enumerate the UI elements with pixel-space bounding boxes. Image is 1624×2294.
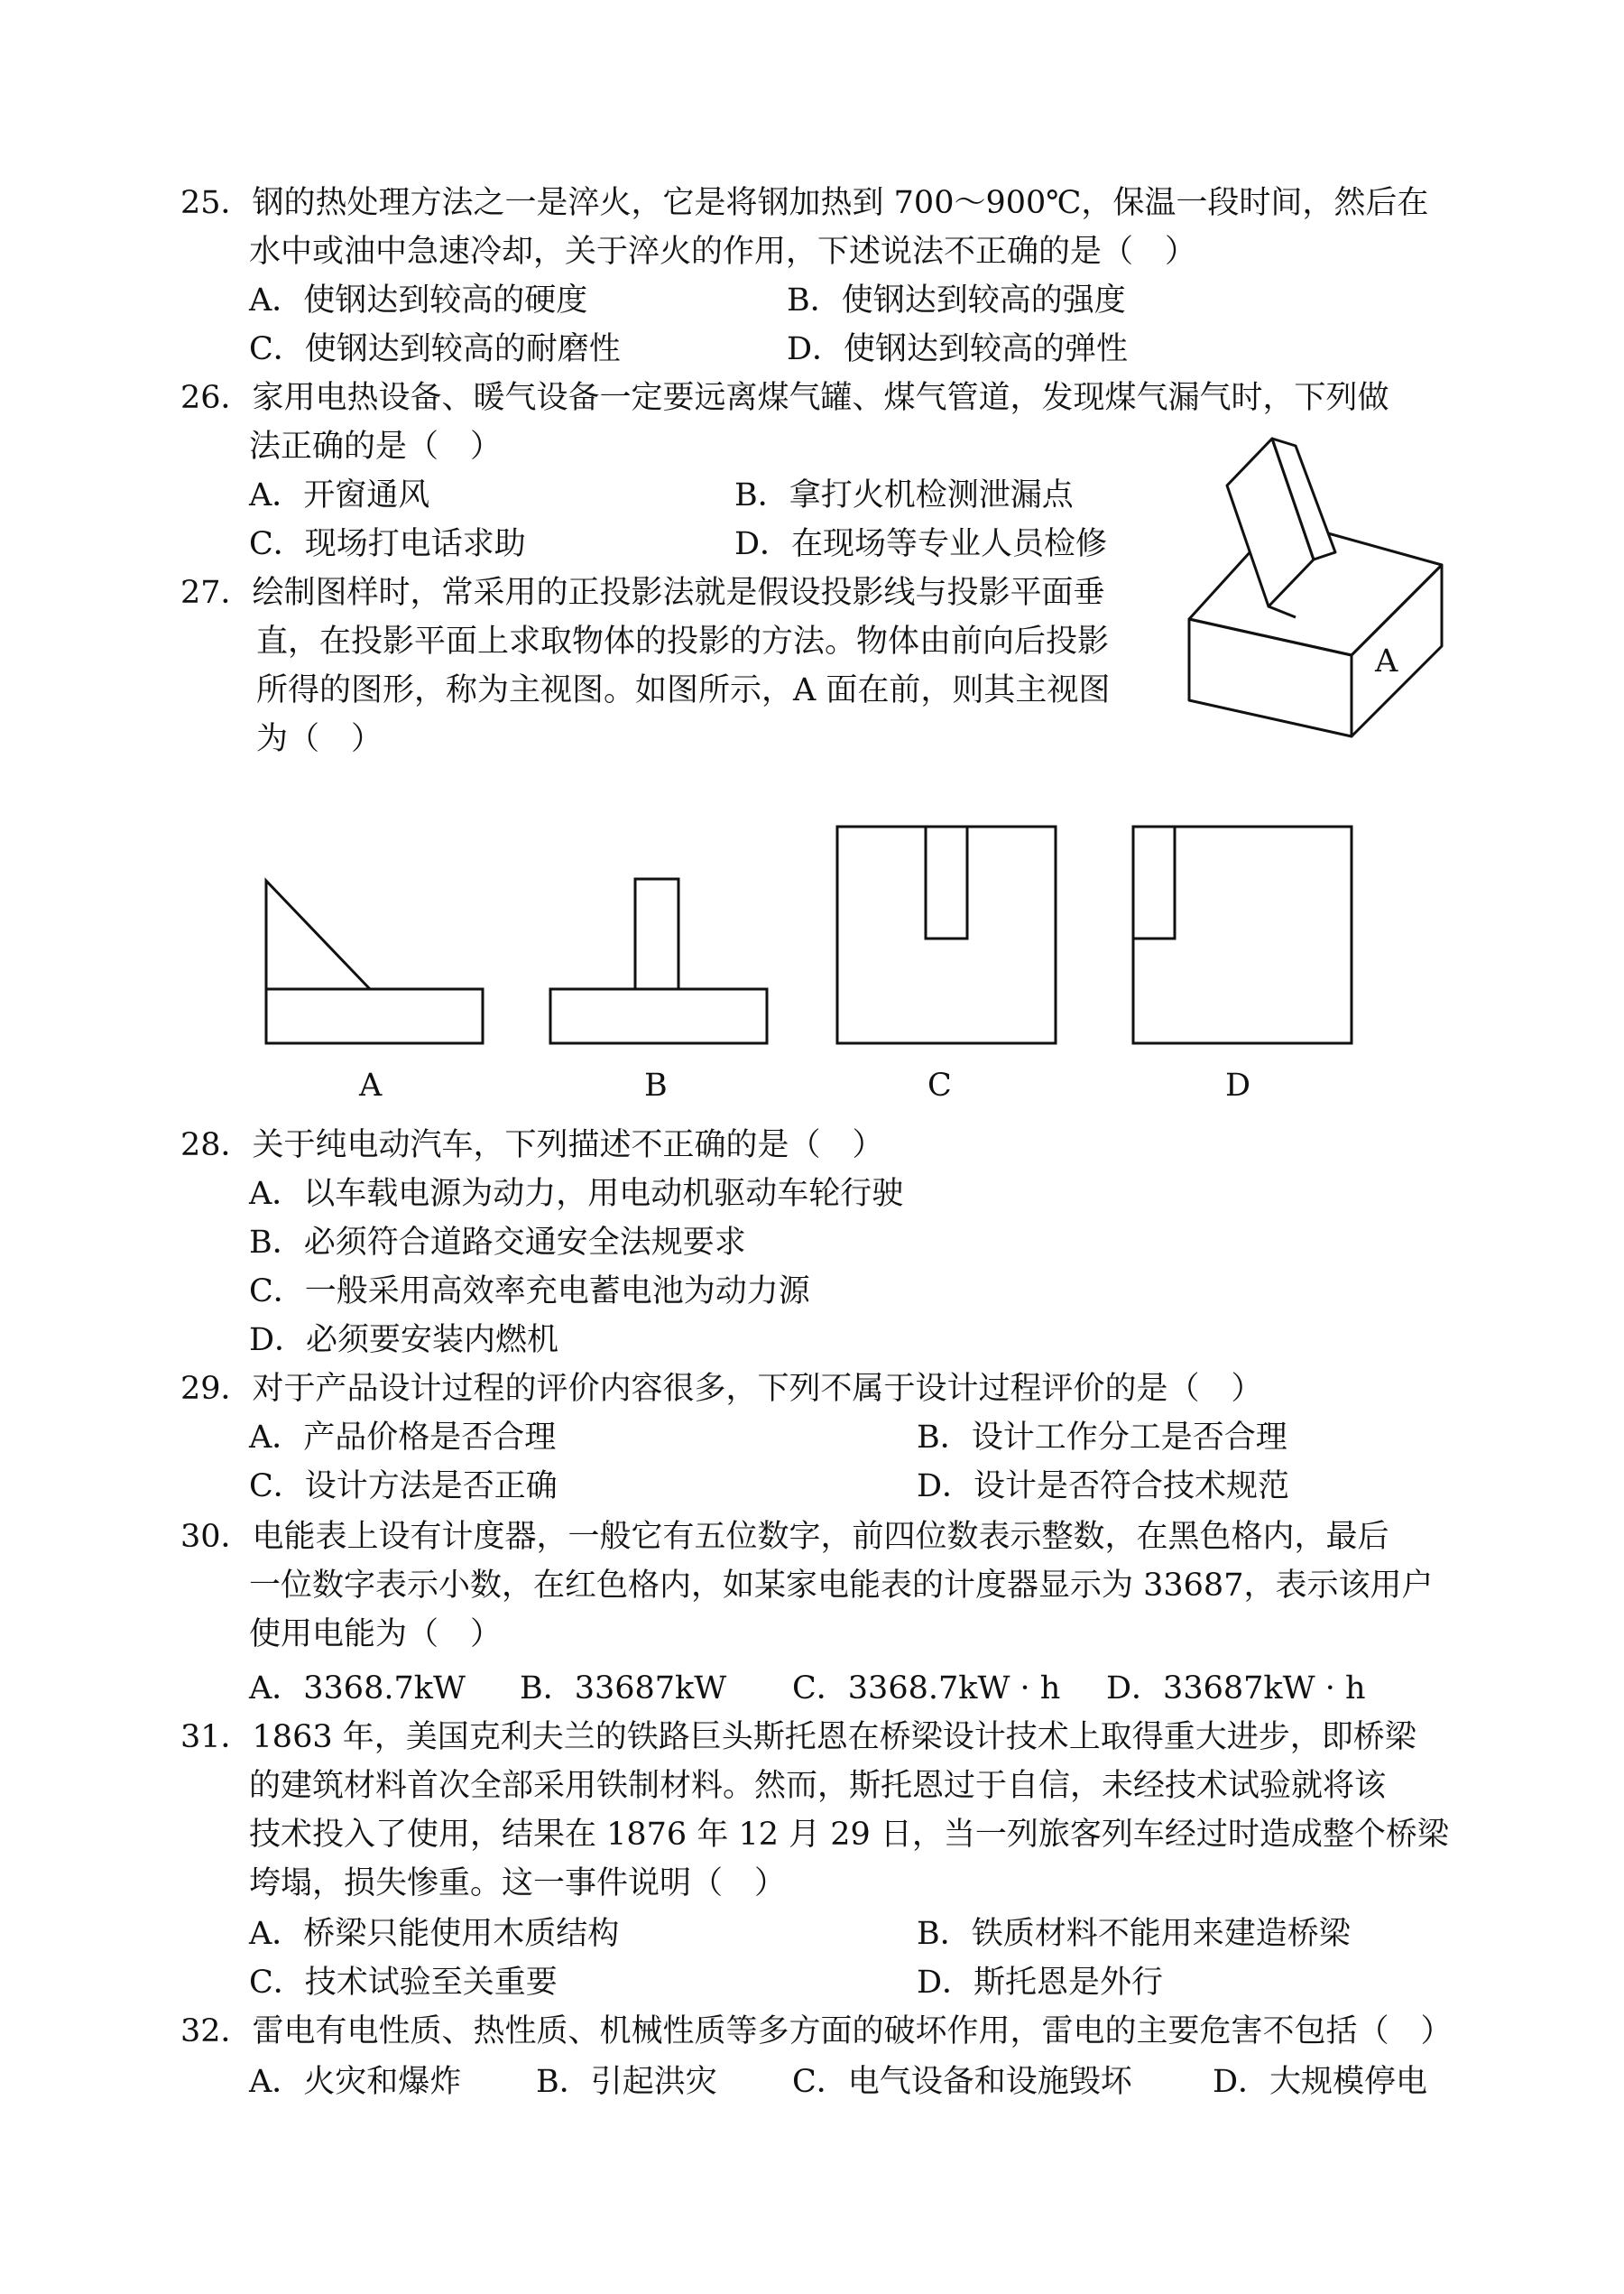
q26-option-d: D．在现场等专业人员检修 <box>734 526 1108 562</box>
option-b-figure <box>541 866 776 1065</box>
q29-option-b: B．设计工作分工是否合理 <box>917 1420 1287 1456</box>
q28-option-c: C．一般采用高效率充电蓄电池为动力源 <box>249 1273 810 1309</box>
q29-stem-line1: 29．对于产品设计过程的评价内容很多，下列不属于设计过程评价的是（ ） <box>180 1371 1263 1407</box>
q31-stem-line2: 的建筑材料首次全部采用铁制材料。然而，斯托恩过于自信，未经技术试验就将该 <box>249 1768 1387 1804</box>
figure-label-c: C <box>927 1068 952 1104</box>
q28-option-a: A．以车载电源为动力，用电动机驱动车轮行驶 <box>249 1176 904 1212</box>
q27-stem-line3: 所得的图形，称为主视图。如图所示，A 面在前，则其主视图 <box>256 672 1111 708</box>
q26-stem-line1: 26．家用电热设备、暖气设备一定要远离煤气罐、煤气管道，发现煤气漏气时，下列做 <box>180 380 1389 416</box>
q26-stem-line2: 法正确的是（ ） <box>249 429 503 465</box>
q25-option-b: B．使钢达到较高的强度 <box>787 282 1126 319</box>
q25-stem-line2: 水中或油中急速冷却，关于淬火的作用，下述说法不正确的是（ ） <box>249 234 1197 270</box>
q25-stem-line1: 25．钢的热处理方法之一是淬火，它是将钢加热到 700～900℃，保温一段时间，然后在 <box>180 185 1429 221</box>
q30-stem-line3: 使用电能为（ ） <box>249 1616 503 1652</box>
q30-option-d: D．33687kW · h <box>1106 1670 1366 1707</box>
figure-label-d: D <box>1225 1068 1251 1104</box>
option-c-figure <box>832 821 1066 1056</box>
q31-option-b: B．铁质材料不能用来建造桥梁 <box>917 1916 1351 1952</box>
q29-option-a: A．产品价格是否合理 <box>249 1420 557 1456</box>
q25-option-c: C．使钢达到较高的耐磨性 <box>249 331 621 367</box>
q28-option-d: D．必须要安装内燃机 <box>249 1322 559 1358</box>
q26-option-b: B．拿打火机检测泄漏点 <box>734 477 1074 513</box>
option-d-figure <box>1128 821 1362 1056</box>
q30-option-b: B．33687kW <box>520 1670 727 1707</box>
q29-option-c: C．设计方法是否正确 <box>249 1468 558 1504</box>
q25-option-d: D．使钢达到较高的弹性 <box>787 331 1129 367</box>
q31-option-d: D．斯托恩是外行 <box>917 1965 1164 2001</box>
q29-option-d: D．设计是否符合技术规范 <box>917 1468 1290 1504</box>
q27-stem-line2: 直，在投影平面上求取物体的投影的方法。物体由前向后投影 <box>256 624 1110 660</box>
q31-stem-line3: 技术投入了使用，结果在 1876 年 12 月 29 日，当一列旅客列车经过时造成整个桥梁 <box>249 1817 1449 1853</box>
q32-stem-line1: 32．雷电有电性质、热性质、机械性质等多方面的破坏作用，雷电的主要危害不包括（ ） <box>180 2013 1453 2049</box>
q31-option-c: C．技术试验至关重要 <box>249 1965 558 2001</box>
q30-option-c: C．3368.7kW · h <box>792 1670 1061 1707</box>
q26-option-a: A．开窗通风 <box>249 477 430 513</box>
q30-stem-line1: 30．电能表上设有计度器，一般它有五位数字，前四位数表示整数，在黑色格内，最后 <box>180 1519 1389 1555</box>
q25-option-a: A．使钢达到较高的硬度 <box>249 282 588 319</box>
q32-option-a: A．火灾和爆炸 <box>249 2064 462 2100</box>
q31-stem-line1: 31．1863 年，美国克利夫兰的铁路巨头斯托恩在桥梁设计技术上取得重大进步，即桥梁 <box>180 1719 1416 1755</box>
q26-option-c: C．现场打电话求助 <box>249 526 526 562</box>
figure-label-a: A <box>359 1068 383 1104</box>
q30-stem-line2: 一位数字表示小数，在红色格内，如某家电能表的计度器显示为 33687，表示该用户 <box>249 1568 1434 1604</box>
q27-stem-line4: 为（ ） <box>256 721 383 757</box>
q30-option-a: A．3368.7kW <box>249 1670 466 1707</box>
q28-option-b: B．必须符合道路交通安全法规要求 <box>249 1225 746 1261</box>
q31-option-a: A．桥梁只能使用木质结构 <box>249 1916 620 1952</box>
q32-option-c: C．电气设备和设施毁坏 <box>792 2064 1132 2100</box>
iso-face-a-label: A <box>1375 643 1398 680</box>
isometric-object-figure <box>1189 439 1478 763</box>
q31-stem-line4: 垮塌，损失惨重。这一事件说明（ ） <box>249 1865 787 1901</box>
q27-stem-line1: 27．绘制图样时，常采用的正投影法就是假设投影线与投影平面垂 <box>180 575 1105 611</box>
q32-option-b: B．引起洪灾 <box>536 2064 717 2100</box>
q32-option-d: D．大规模停电 <box>1213 2064 1428 2100</box>
q28-stem-line1: 28．关于纯电动汽车，下列描述不正确的是（ ） <box>180 1127 884 1163</box>
option-a-figure <box>262 875 496 1056</box>
figure-label-b: B <box>644 1068 668 1104</box>
